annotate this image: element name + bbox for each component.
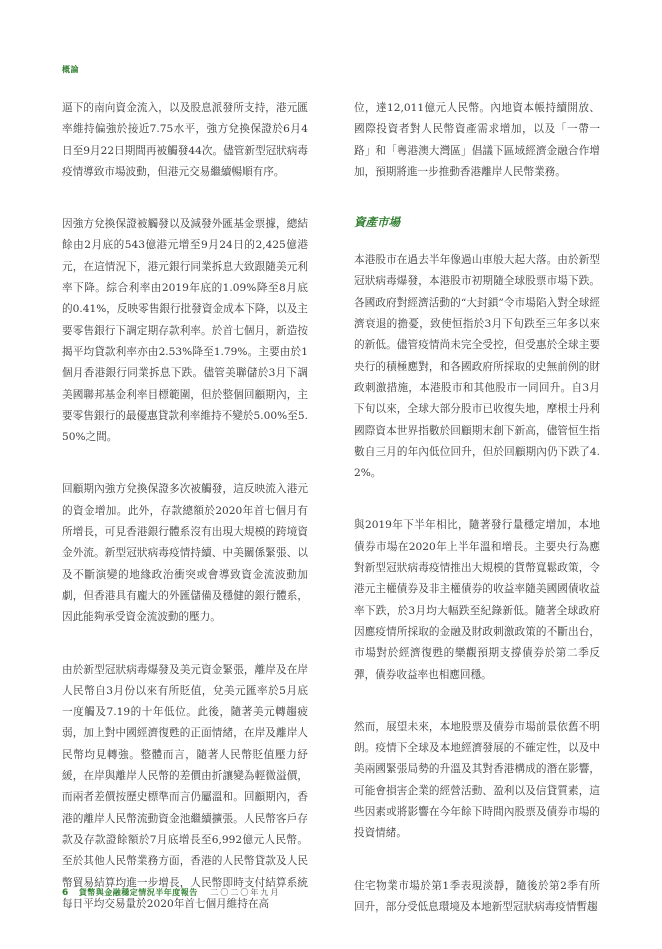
section-header: 概論 bbox=[62, 65, 79, 74]
report-title: 貨幣與金融穩定情況半年度報告 bbox=[78, 888, 198, 897]
page-footer bbox=[62, 887, 280, 898]
section-heading: 資產市場 bbox=[354, 215, 400, 230]
paragraph: 由於新型冠狀病毒爆發及美元資金緊張，離岸及在岸人民幣自3月份以來有所貶值，兌美元匯率於5月底一度觸及7.19的十年低位。此後，隨著美元轉趨疲弱，加上對中國經濟復甦的正面情緒，在岸及離岸人民幣均見轉強。整體而言，隨著人民幣貶值壓力紓緩，在岸與離岸人民幣的差價由折讓變為輕微溢價，而兩者差價按歷史標準而言仍屬溫和。回顧期內，香港的離岸人民幣流動資金池繼續擴張。人民幣客戶存款及存款證餘額於7月底增長至6,992億元人民幣。至於其他人民幣業務方面，香港的人民幣貸款及人民幣貿易結算均進一步增長，人民幣即時支付結算系統每日平均交易量於2020年首七個月維持在高 bbox=[62, 663, 308, 910]
paragraph: 與2019年下半年相比，隨著發行量穩定增加，本地債券市場在2020年上半年溫和增長。主要央行為應對新型冠狀病毒疫情推出大規模的貨幣寬鬆政策，令港元主權債券及非主權債券的收益率隨美國國債收益率下跌，於3月均大幅跌至紀錄新低。隨著全球政府因應疫情所採取的金融及財政刺激政策的不斷出台，市場對於經濟復甦的樂觀預期支撐債券於第二季反彈，債券收益率也相應回穩。 bbox=[354, 519, 600, 681]
left-column bbox=[62, 98, 308, 946]
paragraph: 因強方兌換保證被觸發以及減發外匯基金票據，總結餘由2月底的543億港元增至9月24日的2,425億港元，在這情況下，港元銀行同業拆息大致跟隨美元利率下降。綜合利率由2019年底的1.09%降至8月底的0.41%，反映零售銀行批發資金成本下降，以及主要零售銀行下調定期存款利率。於首七個月，新造按揭平均貸款利率亦由2.53%降至1.79%。主要由於1個月香港銀行同業拆息下跌。儘管美聯儲於3月下調美國聯邦基金利率目標範圍，但於整個回顧期內，主要零售銀行的最優惠貸款利率維持不變於5.00%至5.50%之間。 bbox=[62, 218, 308, 444]
paragraph: 住宅物業市場於第1季表現淡靜，隨後於第2季有所回升，部分受低息環境及本地新型冠狀病毒疫情暫趨 bbox=[354, 879, 600, 913]
paragraph: 然而，展望未來，本地股票及債券市場前景依舊不明朗。疫情下全球及本地經濟發展的不確定性，以及中美兩國緊張局勢的升溫及其對香港構成的潛在影響，可能會損害企業的經營活動、盈利以及信貸質素，這些因素或將影響在今年餘下時間內股票及債券市場的投資情緒。 bbox=[354, 720, 600, 840]
paragraph: 位，達12,011億元人民幣。內地資本帳持續開放、國際投資者對人民幣資產需求增加，以及「一帶一路」和「粵港澳大灣區」倡議下區域經濟金融合作增加，預期將進一步推動香港離岸人民幣業務。 bbox=[354, 102, 600, 178]
paragraph: 回顧期內強方兌換保證多次被觸發，這反映流入港元的資金增加。此外，存款總額於2020年首七個月有所增長，可見香港銀行體系沒有出現大規模的跨境資金外流。新型冠狀病毒疫情持續、中美關係緊張、以及不斷演變的地緣政治衝突或會導致資金流波動加劇，但香港具有龐大的外匯儲備及穩健的銀行體系，因此能夠承受資金流波動的壓力。 bbox=[62, 483, 308, 624]
paragraph: 逼下的南向資金流入，以及股息派發所支持，港元匯率維持偏強於接近7.75水平，強方兌換保證於6月4日至9月22日期間再被觸發44次。儘管新型冠狀病毒疫情導致市場波動，但港元交易繼續暢順有序。 bbox=[62, 102, 308, 178]
page-number: 6 bbox=[62, 888, 69, 898]
report-date: 二〇二〇年九月 bbox=[210, 888, 281, 897]
right-column bbox=[354, 98, 600, 949]
paragraph: 本港股市在過去半年像過山車般大起大落。由於新型冠狀病毒爆發，本港股市初期隨全球股票市場下跌。各國政府對經濟活動的“大封鎖”令市場陷入對全球經濟衰退的擔憂，致使恒指於3月下旬跌至三年多以來的新低。儘管疫情尚未完全受控，但受惠於全球主要央行的積極應對，和各國政府所採取的史無前例的財政刺激措施，本港股市和其他股市一同回升。自3月下旬以來，全球大部分股市已收復失地，摩根士丹利國際資本世界指數於回顧期末創下新高，儘管恒生指數自三月的年內低位回升，但於回顧期內仍下跌了4.2%。 bbox=[354, 254, 600, 480]
